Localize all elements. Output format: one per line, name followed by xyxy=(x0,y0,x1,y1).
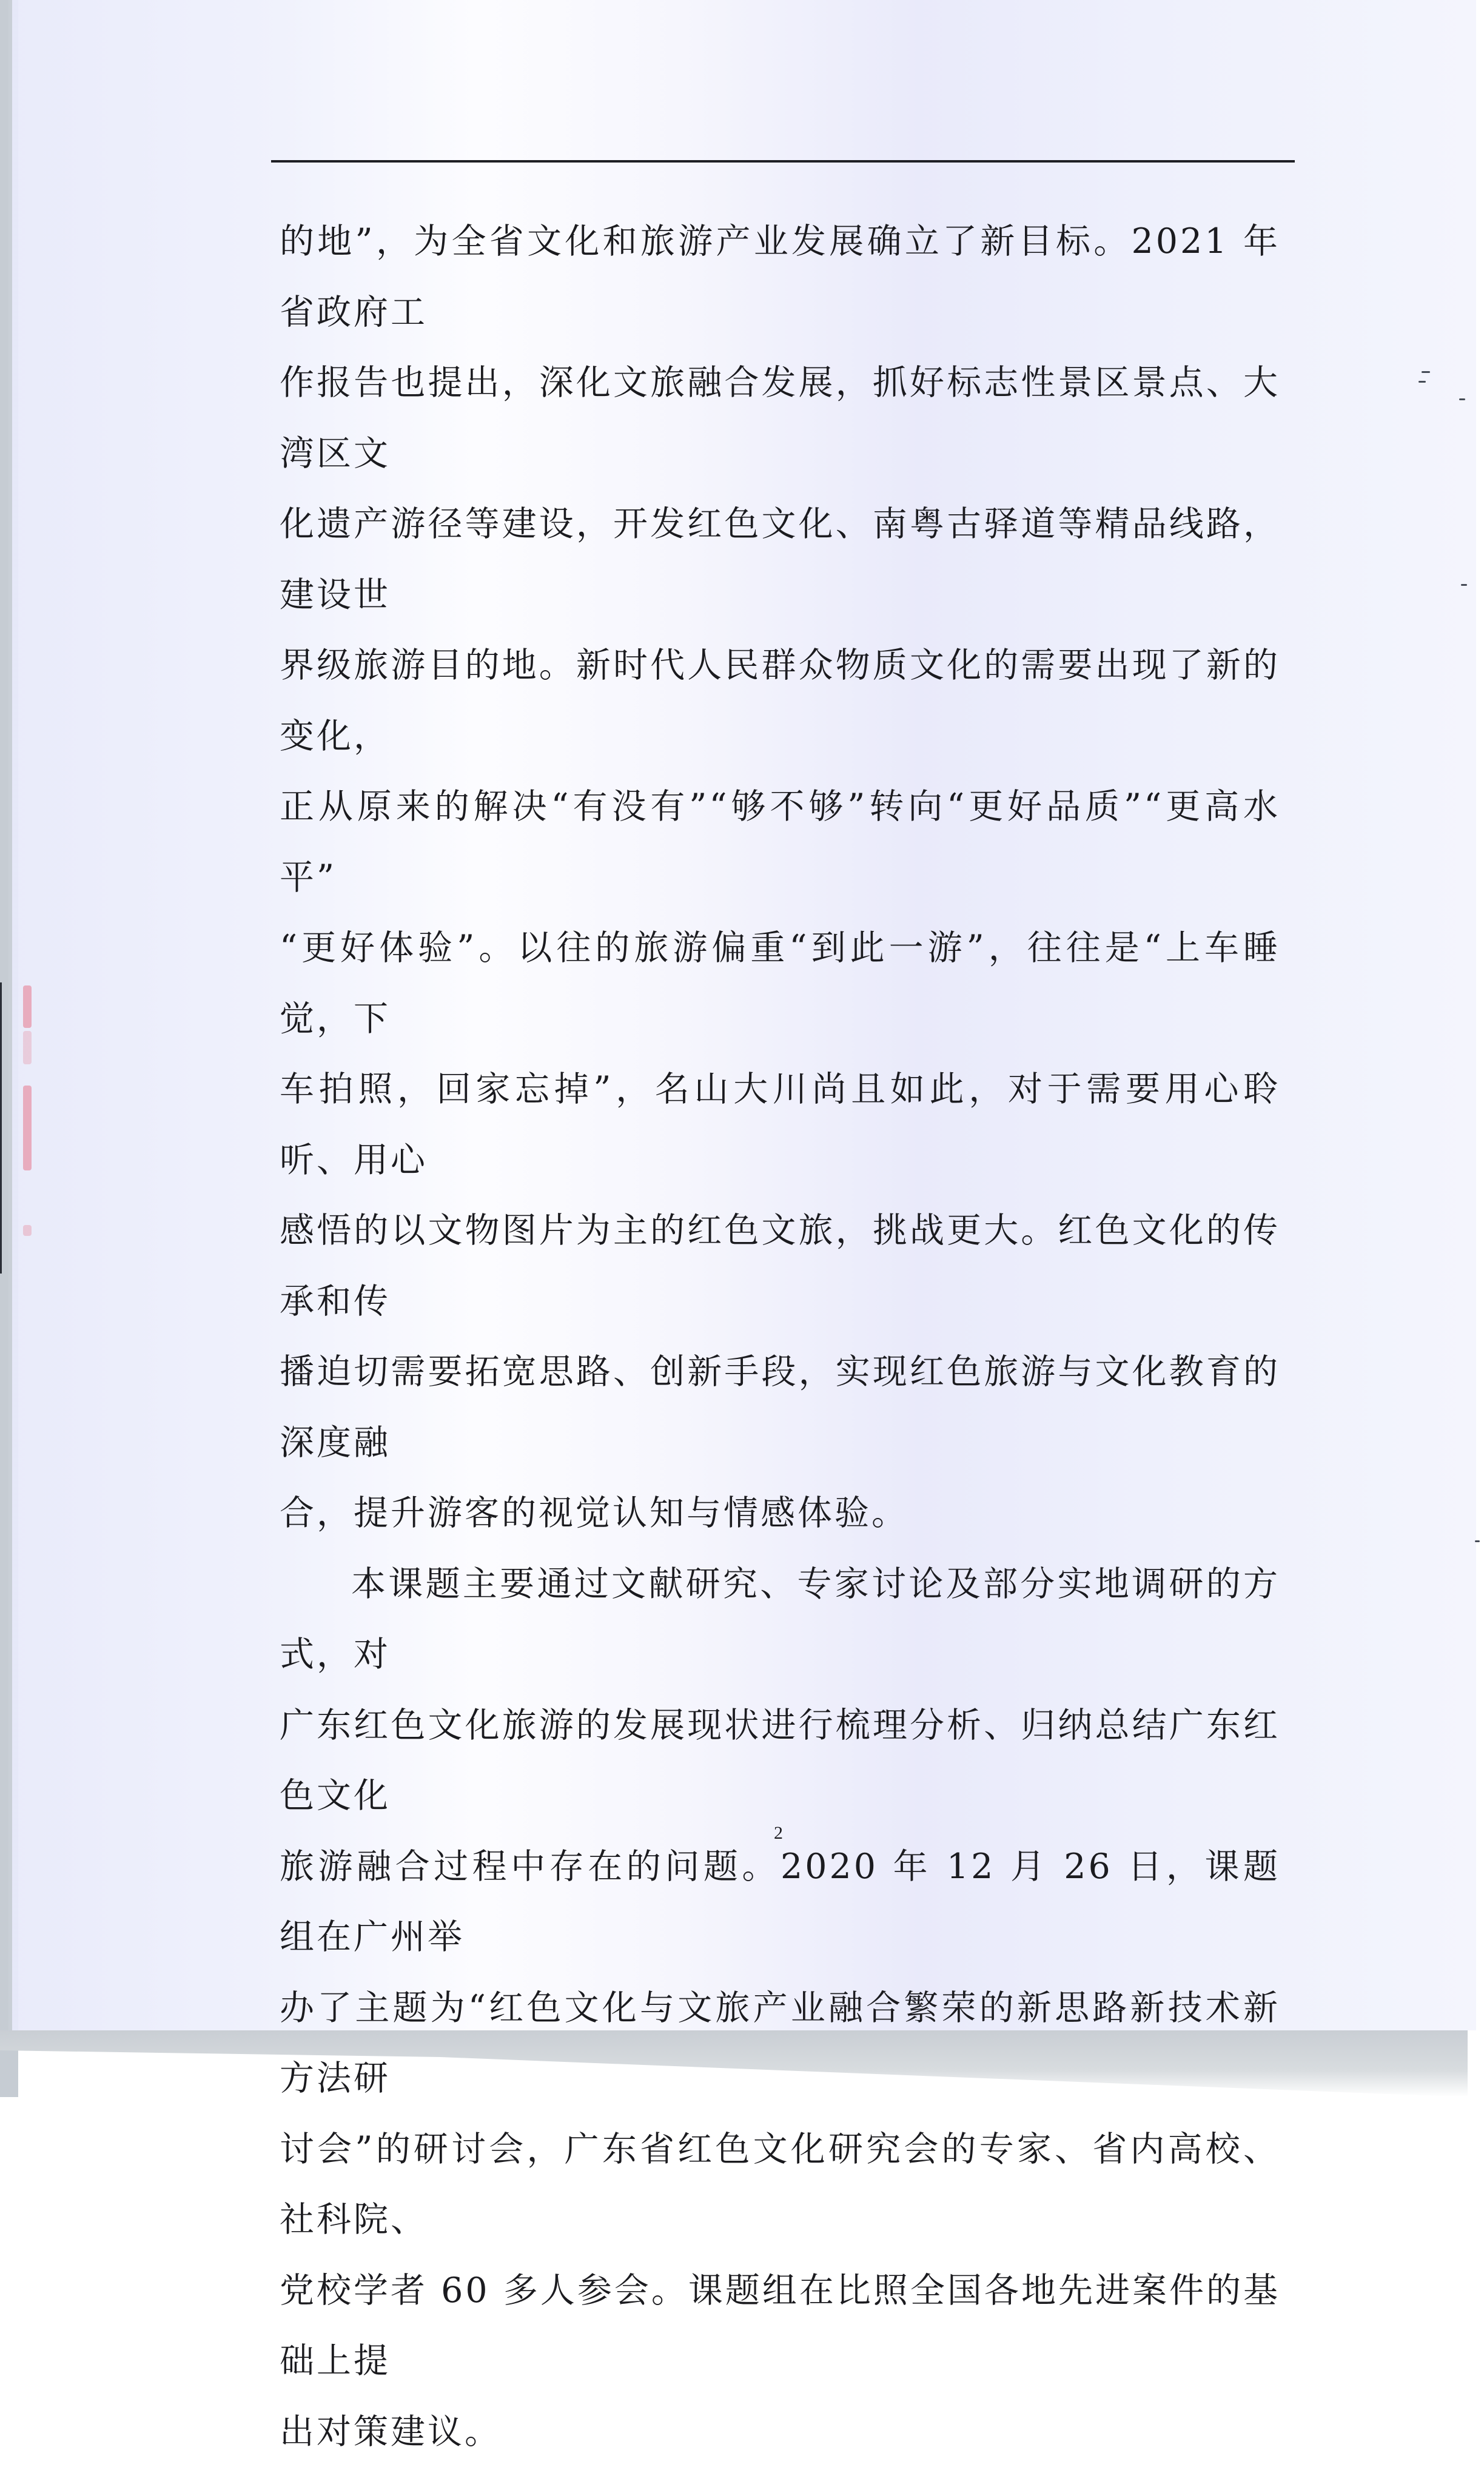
paragraph-2 xyxy=(280,1549,1280,2467)
text-line: 旅游融合过程中存在的问题。2020 年 12 月 26 日，课题组在广州举 xyxy=(280,1831,1280,1973)
text-line: 化遗产游径等建设，开发红色文化、南粤古驿道等精品线路，建设世 xyxy=(280,489,1280,630)
header-rule-left xyxy=(271,160,878,163)
scanned-page xyxy=(8,0,1476,2030)
text-line: 作报告也提出，深化文旅融合发展，抓好标志性景区景点、大湾区文 xyxy=(280,347,1280,489)
scan-speck xyxy=(1475,1540,1480,1542)
paragraph-1 xyxy=(280,206,1280,1549)
page-number: 2 xyxy=(774,1823,783,1844)
stamp-residue-mark xyxy=(23,1086,32,1170)
text-line: 党校学者 60 多人参会。课题组在比照全国各地先进案件的基础上提 xyxy=(280,2255,1280,2397)
text-line: 广东红色文化旅游的发展现状进行梳理分析、归纳总结广东红色文化 xyxy=(280,1690,1280,1831)
text-line: 讨会”的研讨会，广东省红色文化研究会的专家、省内高校、社科院、 xyxy=(280,2114,1280,2255)
text-line: 合，提升游客的视觉认知与情感体验。 xyxy=(280,1478,1280,1549)
stamp-residue-mark xyxy=(23,1031,32,1064)
text-line: 感悟的以文物图片为主的红色文旅，挑战更大。红色文化的传承和传 xyxy=(280,1195,1280,1337)
text-line: 本课题主要通过文献研究、专家讨论及部分实地调研的方式，对 xyxy=(280,1549,1280,1690)
header-rule-right xyxy=(873,160,1295,163)
scan-speck xyxy=(1422,371,1430,373)
stamp-residue-mark xyxy=(23,1225,32,1236)
text-line: 播迫切需要拓宽思路、创新手段，实现红色旅游与文化教育的深度融 xyxy=(280,1337,1280,1478)
stamp-residue-mark xyxy=(23,985,32,1028)
scan-speck xyxy=(1461,584,1467,586)
text-line: 正从原来的解决“有没有”“够不够”转向“更好品质”“更高水平” xyxy=(280,771,1280,913)
text-line: 出对策建议。 xyxy=(280,2397,1280,2467)
scanner-edge-shadow xyxy=(0,982,2,1274)
scan-speck xyxy=(1459,398,1465,400)
text-line: “更好体验”。以往的旅游偏重“到此一游”，往往是“上车睡觉，下 xyxy=(280,913,1280,1054)
text-line: 的地”，为全省文化和旅游产业发展确立了新目标。2021 年省政府工 xyxy=(280,206,1280,347)
body-text xyxy=(280,206,1280,2467)
text-line: 车拍照，回家忘掉”，名山大川尚且如此，对于需要用心聆听、用心 xyxy=(280,1054,1280,1195)
text-line: 办了主题为“红色文化与文旅产业融合繁荣的新思路新技术新方法研 xyxy=(280,1973,1280,2114)
scan-speck xyxy=(1419,381,1426,383)
text-line: 界级旅游目的地。新时代人民群众物质文化的需要出现了新的变化， xyxy=(280,630,1280,771)
